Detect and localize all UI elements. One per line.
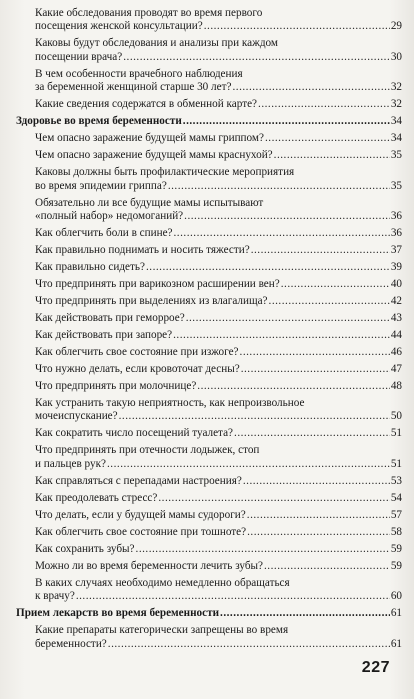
- dot-leader: [243, 475, 390, 488]
- toc-entry: [16, 526, 402, 539]
- toc-entry: [16, 492, 402, 505]
- dot-leader: [174, 227, 390, 240]
- toc-entry-text: посещении врача?: [35, 50, 123, 63]
- toc-entry-text-line: Что предпринять при отечности лодыжек, стоп: [35, 444, 260, 457]
- toc-page-ref: 47: [390, 363, 402, 376]
- toc-entry-leader-line: [35, 363, 402, 376]
- toc-entry: [16, 227, 402, 240]
- dot-leader: [107, 458, 390, 471]
- toc-entry-text: Какие сведения содержатся в обменной карте?: [35, 98, 258, 111]
- toc-page-ref: 50: [390, 410, 402, 423]
- toc-entry-leader-line: [35, 590, 402, 603]
- dot-leader: [251, 244, 390, 257]
- toc-entry: [16, 346, 402, 359]
- toc-entry-leader-line: [35, 380, 402, 393]
- toc-entry-leader-line: [35, 458, 402, 471]
- dot-leader: [173, 329, 390, 342]
- toc-entry: [16, 68, 402, 95]
- toc-entry: [16, 363, 402, 376]
- toc-entry-text-line: Обязательно ли все будущие мамы испытывают: [35, 196, 264, 209]
- dot-leader: [258, 98, 390, 111]
- toc-entry: [16, 427, 402, 440]
- toc-entry-text: Как облегчить боли в спине?: [35, 227, 173, 240]
- dot-leader: [232, 81, 389, 94]
- toc-entry-leader-line: [16, 607, 402, 620]
- toc-entry-text: Как справляться с перепадами настроения?: [35, 474, 242, 487]
- dot-leader: [184, 210, 390, 223]
- toc-entry-text: Как действовать при запоре?: [35, 329, 173, 342]
- toc-entry-leader-line: [35, 312, 402, 325]
- toc-page-ref: 30: [390, 50, 402, 63]
- toc-entry-leader-line: [35, 20, 402, 33]
- toc-entry-leader-line: [35, 132, 402, 145]
- toc-page-ref: 46: [390, 346, 402, 359]
- toc-entry: [16, 7, 402, 34]
- toc-entry: [16, 560, 402, 573]
- toc-entry-leader-line: [35, 295, 402, 308]
- toc-entry: [16, 132, 402, 145]
- toc-entry-text: Чем опасно заражение будущей мамы гриппом?: [35, 132, 264, 145]
- dot-leader: [76, 590, 390, 603]
- toc-entry: [16, 475, 402, 488]
- toc-entry: [16, 149, 402, 162]
- toc-entry-leader-line: [35, 329, 402, 342]
- toc-entry-text-line: Как устранить такую неприятность, как непроизвольное: [35, 397, 305, 410]
- toc-page-ref: 59: [390, 542, 402, 555]
- dot-leader: [264, 560, 390, 573]
- toc-entry-text: Что предпринять при варикозном расширении вен?: [35, 278, 280, 291]
- toc-entry: [16, 278, 402, 291]
- toc-entry: [16, 197, 402, 224]
- toc-entry-leader-line: [35, 509, 402, 522]
- toc-entry: [16, 577, 402, 604]
- toc-page-ref: 59: [390, 559, 402, 572]
- toc-entry-text: посещения женской консультации?: [35, 20, 203, 33]
- toc-entry: [16, 312, 402, 325]
- dot-leader: [183, 115, 390, 128]
- toc-entry-text: Как облегчить свое состояние при тошноте?: [35, 525, 247, 538]
- toc-entry-leader-line: [35, 98, 402, 111]
- toc-entry: [16, 380, 402, 393]
- toc-page-ref: 36: [390, 227, 402, 240]
- dot-leader: [168, 180, 390, 193]
- toc-page-ref: 43: [390, 312, 402, 325]
- toc-entry: [16, 37, 402, 64]
- toc-entry-text: Как сократить число посещений туалета?: [35, 427, 234, 440]
- toc-page-ref: 29: [390, 20, 402, 33]
- toc-page-ref: 61: [390, 607, 402, 620]
- toc-entry-leader-line: [35, 410, 402, 423]
- dot-leader: [240, 346, 390, 359]
- toc-entry-text: Что делать, если у будущей мамы судороги?: [35, 508, 246, 521]
- dot-leader: [234, 427, 390, 440]
- toc-entry: [16, 624, 402, 651]
- toc-entry-text: к врачу?: [35, 590, 75, 603]
- toc-entry: [16, 166, 402, 193]
- toc-entry-leader-line: [35, 149, 402, 162]
- toc-entry-text-line: Каковы будут обследования и анализы при каждом: [35, 37, 278, 50]
- toc-entry-text: мочеиспускание?: [35, 410, 118, 423]
- dot-leader: [119, 410, 390, 423]
- toc-section-heading: [16, 115, 402, 128]
- toc-entry-text: Как преодолевать стресс?: [35, 491, 158, 504]
- toc-entry-text: Как облегчить свое состояние при изжоге?: [35, 346, 239, 359]
- dot-leader: [269, 295, 390, 308]
- toc-entry: [16, 543, 402, 556]
- toc-page-ref: 35: [390, 149, 402, 162]
- toc-entry: [16, 244, 402, 257]
- toc-page-ref: 35: [390, 179, 402, 192]
- dot-leader: [247, 526, 390, 539]
- dot-leader: [274, 149, 390, 162]
- toc-page-ref: 57: [390, 508, 402, 521]
- toc-entry-text: во время эпидемии гриппа?: [35, 179, 167, 192]
- dot-leader: [197, 380, 390, 393]
- toc-entry-leader-line: [35, 180, 402, 193]
- toc-entry: [16, 329, 402, 342]
- toc-entry-text: Можно ли во время беременности лечить зубы?: [35, 559, 263, 572]
- toc-page-ref: 51: [390, 457, 402, 470]
- page-number: 227: [361, 659, 390, 676]
- toc-entry-text: Как правильно поднимать и носить тяжести?: [35, 244, 250, 257]
- toc-page-ref: 42: [390, 295, 402, 308]
- toc-entry-text: и пальцев рук?: [35, 457, 106, 470]
- toc-entry-text: Что нужно делать, если кровоточат десны?: [35, 363, 240, 376]
- toc-page-ref: 54: [390, 491, 402, 504]
- toc-page-ref: 40: [390, 278, 402, 291]
- toc-entry-leader-line: [35, 543, 402, 556]
- toc-section-heading: [16, 607, 402, 620]
- dot-leader: [186, 312, 390, 325]
- toc-entry-leader-line: [35, 638, 402, 651]
- toc-entry-leader-line: [35, 346, 402, 359]
- dot-leader: [146, 261, 390, 274]
- toc-entry-text-line: В чем особенности врачебного наблюдения: [35, 67, 243, 80]
- dot-leader: [281, 278, 390, 291]
- toc-entry-text: Что предпринять при выделениях из влагалища?: [35, 295, 268, 308]
- dot-leader: [158, 492, 389, 505]
- dot-leader: [241, 363, 390, 376]
- toc-entry-text-line: В каких случаях необходимо немедленно обращаться: [35, 576, 290, 589]
- toc-page-ref: 60: [390, 590, 402, 603]
- toc-page-ref: 48: [390, 380, 402, 393]
- toc-entry-text-line: Какие препараты категорически запрещены во время: [35, 624, 289, 637]
- toc-page-ref: 34: [390, 115, 402, 128]
- toc-entry-text: Как сохранить зубы?: [35, 542, 135, 555]
- dot-leader: [204, 20, 390, 33]
- toc-entry-leader-line: [35, 526, 402, 539]
- toc-entry-text-line: Какие обследования проводят во время первого: [35, 7, 263, 19]
- toc-entry: [16, 261, 402, 274]
- toc-entry: [16, 444, 402, 471]
- toc-entry-text: Как правильно сидеть?: [35, 261, 145, 274]
- toc-entry-leader-line: [35, 51, 402, 64]
- toc-page-ref: 61: [390, 637, 402, 650]
- toc-entry: [16, 509, 402, 522]
- toc-page-ref: 58: [390, 525, 402, 538]
- dot-leader: [136, 543, 390, 556]
- dot-leader: [123, 51, 390, 64]
- toc-entry-leader-line: [35, 427, 402, 440]
- toc-entry-leader-line: [16, 115, 402, 128]
- toc-page-ref: 51: [390, 427, 402, 440]
- toc-entry-text: беременности?: [35, 637, 107, 650]
- toc-page-ref: 34: [390, 132, 402, 145]
- toc-entry-leader-line: [35, 244, 402, 257]
- toc-entry: [16, 295, 402, 308]
- toc-entry-text: Чем опасно заражение будущей мамы краснухой?: [35, 149, 273, 162]
- toc-entry-leader-line: [35, 81, 402, 94]
- toc-entry-text: Что предпринять при молочнице?: [35, 380, 197, 393]
- toc-entry-text: «полный набор» недомоганий?: [35, 210, 184, 223]
- toc-page-ref: 53: [390, 474, 402, 487]
- dot-leader: [220, 607, 390, 620]
- toc-entry-leader-line: [35, 210, 402, 223]
- toc-page-ref: 44: [390, 329, 402, 342]
- toc-entry-leader-line: [35, 475, 402, 488]
- toc-entry-text: Как действовать при геморрое?: [35, 312, 185, 325]
- dot-leader: [108, 638, 390, 651]
- toc-entry-leader-line: [35, 278, 402, 291]
- toc-entry-text: Здоровье во время беременности: [16, 115, 182, 128]
- toc-page-ref: 36: [390, 210, 402, 223]
- table-of-contents: [16, 7, 402, 655]
- toc-entry-leader-line: [35, 560, 402, 573]
- toc-entry-text-line: Каковы должны быть профилактические мероприятия: [35, 166, 295, 179]
- toc-entry: [16, 98, 402, 111]
- toc-entry-leader-line: [35, 492, 402, 505]
- toc-page-ref: 37: [390, 244, 402, 257]
- toc-entry-leader-line: [35, 227, 402, 240]
- toc-entry-text: Прием лекарств во время беременности: [16, 607, 220, 620]
- toc-page-ref: 39: [390, 261, 402, 274]
- dot-leader: [247, 509, 390, 522]
- toc-page-ref: 32: [390, 98, 402, 111]
- dot-leader: [265, 132, 390, 145]
- toc-entry-text: за беременной женщиной старше 30 лет?: [35, 81, 232, 94]
- toc-entry: [16, 397, 402, 424]
- toc-entry-leader-line: [35, 261, 402, 274]
- toc-page-ref: 32: [390, 81, 402, 94]
